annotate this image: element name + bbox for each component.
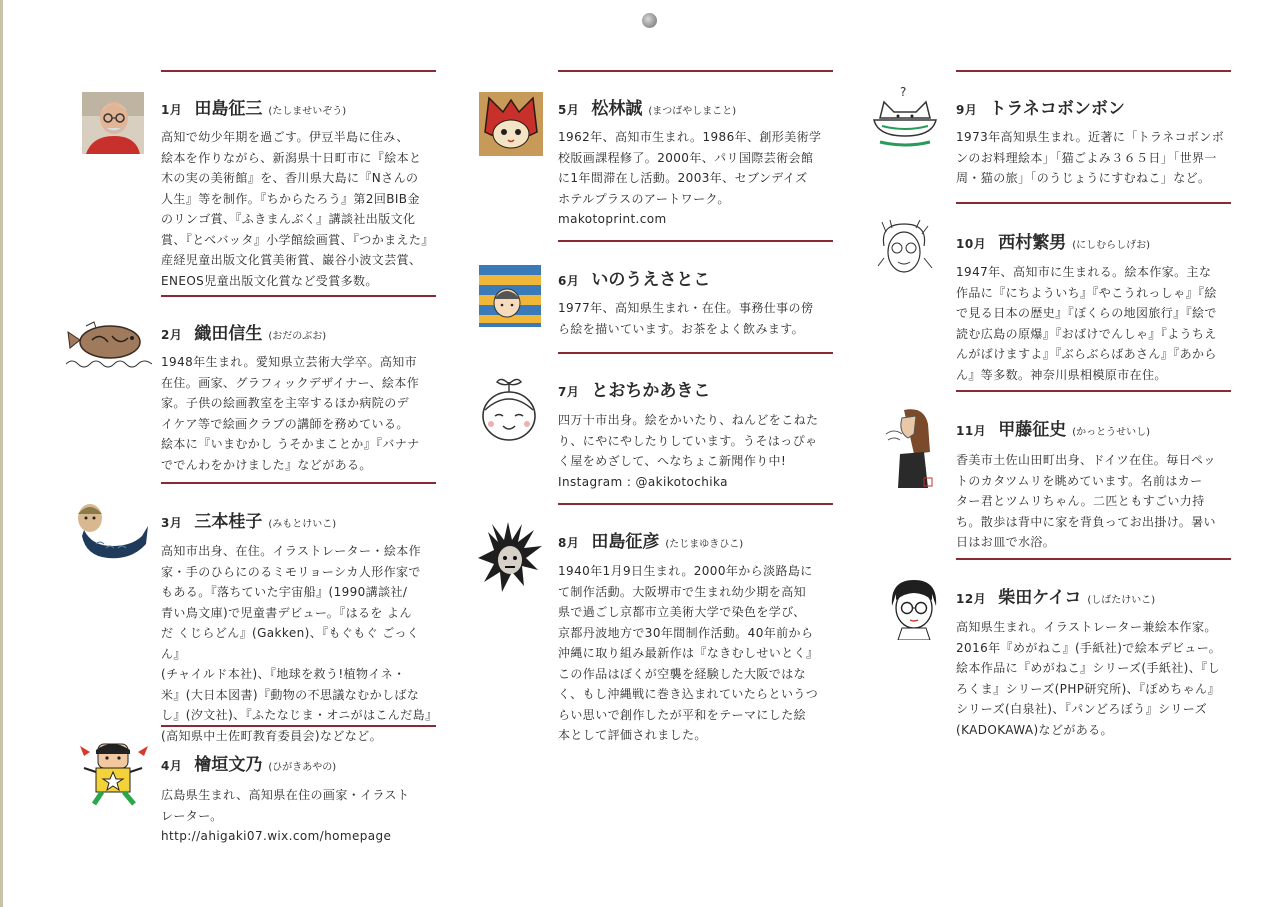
bio-text: 四万十市出身。絵をかいたり、ねんどをこねた り、にやにやしたりしています。うそはっぴゃ く屋をめざして、へなちょこ新聞作り中! bbox=[558, 413, 819, 468]
divider-rule bbox=[558, 352, 833, 354]
artist-bio: 高知県生まれ。イラストレーター兼絵本作家。 2016年『めがねこ』(手紙社)で絵本デビュー。 絵本作品に『めがねこ』シリーズ(手紙社)、『し ろくま』シリーズ(PHP研究所)、『ぽめちゃん』 シリーズ(白泉社)、『パンどろぼう』シリーズ (KADOKAWA)などがある。 bbox=[956, 620, 1222, 737]
entry-heading bbox=[956, 228, 1150, 253]
artist-bio: 1940年1月9日生まれ。2000年から淡路島に て制作活動。大阪堺市で生まれ幼少期を高知 県で過ごし京都市立美術大学で染色を学び、 京都丹波地方で30年間制作活動。40年前から 沖縄に取り組み最新作は『なきむしせいとく』 この作品はぼくが空襲を経験した大阪ではな く、もし沖縄戦に巻き込まれていたらというつ らい思いで創作したが平和をテーマにした絵 本として評価されました。 bbox=[558, 564, 819, 742]
artist-bio: 1947年、高知市に生まれる。絵本作家。主な 作品に『にちよういち』『やこうれっしゃ』『絵 で見る日本の歴史』『ぼくらの地図旅行』『絵で 読む広島の原爆』『おばけでんしゃ』『ようちえ んがばけますよ』『ぶらぶらばあさん』『あから ん』等多数。神奈川県相模原市在住。 bbox=[956, 265, 1217, 382]
long-hair-person-icon bbox=[884, 404, 936, 490]
sprout-girl-icon bbox=[477, 374, 541, 446]
artist-name: 柴田ケイコ bbox=[998, 588, 1082, 608]
entry-month: 6月 bbox=[558, 274, 580, 288]
instagram-link[interactable]: Instagram : @akikotochika bbox=[558, 474, 728, 489]
artist-bio bbox=[558, 410, 838, 492]
star-child-icon bbox=[76, 742, 152, 808]
artist-name: 檜垣文乃 bbox=[194, 755, 263, 775]
bio-text: 広島県生まれ、高知県在住の画家・イラスト レーター。 bbox=[161, 788, 410, 823]
artist-name: 田島征彦 bbox=[591, 532, 660, 552]
artist-name: 織田信生 bbox=[194, 324, 263, 344]
divider-rule bbox=[161, 482, 436, 484]
entry-heading bbox=[956, 583, 1155, 608]
artist-reading: (かっとうせいし) bbox=[1072, 427, 1151, 438]
entry-month: 7月 bbox=[558, 385, 580, 399]
artist-bio: 1973年高知県生まれ。近著に「トラネコボンボ ンのお料理絵本」「猫ごよみ３６５日」「世界一 周・猫の旅」「のうじょうにすむねこ」など。 bbox=[956, 130, 1225, 185]
homepage-link[interactable]: makotoprint.com bbox=[558, 212, 667, 226]
divider-rule bbox=[161, 295, 436, 297]
page-edge bbox=[0, 0, 3, 907]
divider-rule bbox=[956, 70, 1231, 72]
entry-month: 8月 bbox=[558, 536, 580, 550]
artist-bio: 1948年生まれ。愛知県立芸術大学卒。高知市 在住。画家、グラフィックデザイナー、絵本作 家。子供の絵画教室を主宰するほか病院のデ イケア等で絵画クラブの講師を務めている。 絵本に『いまむかし うそかまことか』『バナナ ででんわをかけました』などがある。 bbox=[161, 355, 420, 472]
entry-month: 1月 bbox=[161, 103, 183, 117]
glasses-man-sketch-icon bbox=[876, 218, 934, 280]
artist-bio: 香美市土佐山田町出身、ドイツ在住。毎日ペッ トのカタツムリを眺めています。名前はカー ター君とツムリちゃん。二匹ともすごい力持 ち。散歩は背中に家を背負ってお出掛け。暑い 日はお皿で水浴。 bbox=[956, 453, 1216, 549]
bio-text: 1962年、高知市生まれ。1986年、創形美術学 校版画課程修了。2000年、パリ国際芸術会館 に1年間滞在し活動。2003年、セブンデイズ ホテルプラスのアートワーク。 bbox=[558, 130, 822, 206]
artist-bio bbox=[558, 127, 838, 230]
artist-name: とおちかあきこ bbox=[591, 381, 711, 401]
entry-month: 12月 bbox=[956, 592, 987, 606]
entry-month: 5月 bbox=[558, 103, 580, 117]
artist-reading: (しばたけいこ) bbox=[1087, 595, 1156, 606]
artist-bio: 高知市出身、在住。イラストレーター・絵本作 家・手のひらにのるミモリョーシカ人形作家で もある。『落ちていた宇宙船』(1990講談社/ 青い鳥文庫)で児童書デビュー。『はるを よん だ くじらどん』(Gakken)、『もぐもぐ ごっくん』 (チャイルド本社)、『地球を救う!植物イネ・ 米』(大日本図書)『動物の不思議なむかしばな し』(汐文社)、『ふたなじま・オニがはこんだ島』 (高知県中土佐町教育委員会)などなど。 bbox=[161, 544, 438, 743]
portrait-photo-icon bbox=[82, 92, 144, 154]
artist-bio: 1977年、高知県生まれ・在住。事務仕事の傍 ら絵を描いています。お茶をよく飲みます。 bbox=[558, 301, 814, 336]
artist-name: いのうえさとこ bbox=[591, 270, 711, 290]
entry-heading bbox=[161, 750, 336, 775]
divider-rule bbox=[558, 240, 833, 242]
entry-heading bbox=[558, 376, 716, 401]
divider-rule bbox=[956, 202, 1231, 204]
artist-reading: (おだのぶお) bbox=[268, 331, 327, 342]
divider-rule bbox=[161, 70, 436, 72]
entry-heading bbox=[161, 507, 336, 532]
mermaid-figure-icon bbox=[72, 500, 150, 562]
entry-month: 10月 bbox=[956, 237, 987, 251]
entry-month: 9月 bbox=[956, 103, 978, 117]
entry-month: 3月 bbox=[161, 516, 183, 530]
cat-boat-icon bbox=[870, 84, 940, 150]
artist-reading: (まつばやしまこと) bbox=[648, 106, 737, 117]
artist-reading: (みもとけいこ) bbox=[268, 519, 337, 530]
homepage-link[interactable]: http://ahigaki07.wix.com/homepage bbox=[161, 829, 392, 843]
entry-heading bbox=[956, 94, 1131, 119]
entry-heading bbox=[161, 319, 326, 344]
entry-heading bbox=[956, 415, 1150, 440]
entry-month: 11月 bbox=[956, 424, 987, 438]
entry-heading bbox=[161, 94, 346, 119]
divider-rule bbox=[956, 390, 1231, 392]
artist-reading: (たじまゆきひこ) bbox=[665, 539, 744, 550]
entry-month: 2月 bbox=[161, 328, 183, 342]
artist-name: 西村繁男 bbox=[998, 233, 1067, 253]
hanging-hole bbox=[642, 13, 657, 28]
artist-name: トラネコボンボン bbox=[989, 99, 1125, 119]
entry-month: 4月 bbox=[161, 759, 183, 773]
svg-text:?: ? bbox=[900, 85, 907, 99]
artist-bio bbox=[161, 785, 441, 847]
red-cat-face-icon bbox=[479, 92, 543, 156]
entry-heading bbox=[558, 265, 716, 290]
divider-rule bbox=[558, 503, 833, 505]
glasses-woman-icon bbox=[888, 576, 940, 640]
fish-drawing-icon bbox=[66, 318, 152, 370]
artist-name: 田島征三 bbox=[194, 99, 263, 119]
artist-name: 三本桂子 bbox=[194, 512, 263, 532]
artist-reading: (ひがきあやの) bbox=[268, 762, 337, 773]
artist-name: 松林誠 bbox=[591, 99, 643, 119]
artist-reading: (にしむらしげお) bbox=[1072, 240, 1151, 251]
striped-child-icon bbox=[479, 265, 541, 327]
entry-heading bbox=[558, 94, 736, 119]
artist-name: 甲藤征史 bbox=[998, 420, 1067, 440]
entry-heading bbox=[558, 527, 743, 552]
wild-hair-face-icon bbox=[478, 522, 544, 594]
artist-bio: 高知で幼少年期を過ごす。伊豆半島に住み、 絵本を作りながら、新潟県十日町市に『絵本と 木の実の美術館』を、香川県大島に『Nさんの 人生』等を制作。『ちからたろう』第2回BIB金 のリンゴ賞、『ふきまんぶく』講談社出版文化 賞、『とべバッタ』小学館絵画賞、『つかまえた』 産経児童出版文化賞美術賞、巌谷小波文芸賞、 ENEOS児童出版文化賞など受賞多数。 bbox=[161, 130, 434, 288]
divider-rule bbox=[956, 558, 1231, 560]
divider-rule bbox=[558, 70, 833, 72]
divider-rule bbox=[161, 725, 436, 727]
artist-reading: (たしませいぞう) bbox=[268, 106, 347, 117]
